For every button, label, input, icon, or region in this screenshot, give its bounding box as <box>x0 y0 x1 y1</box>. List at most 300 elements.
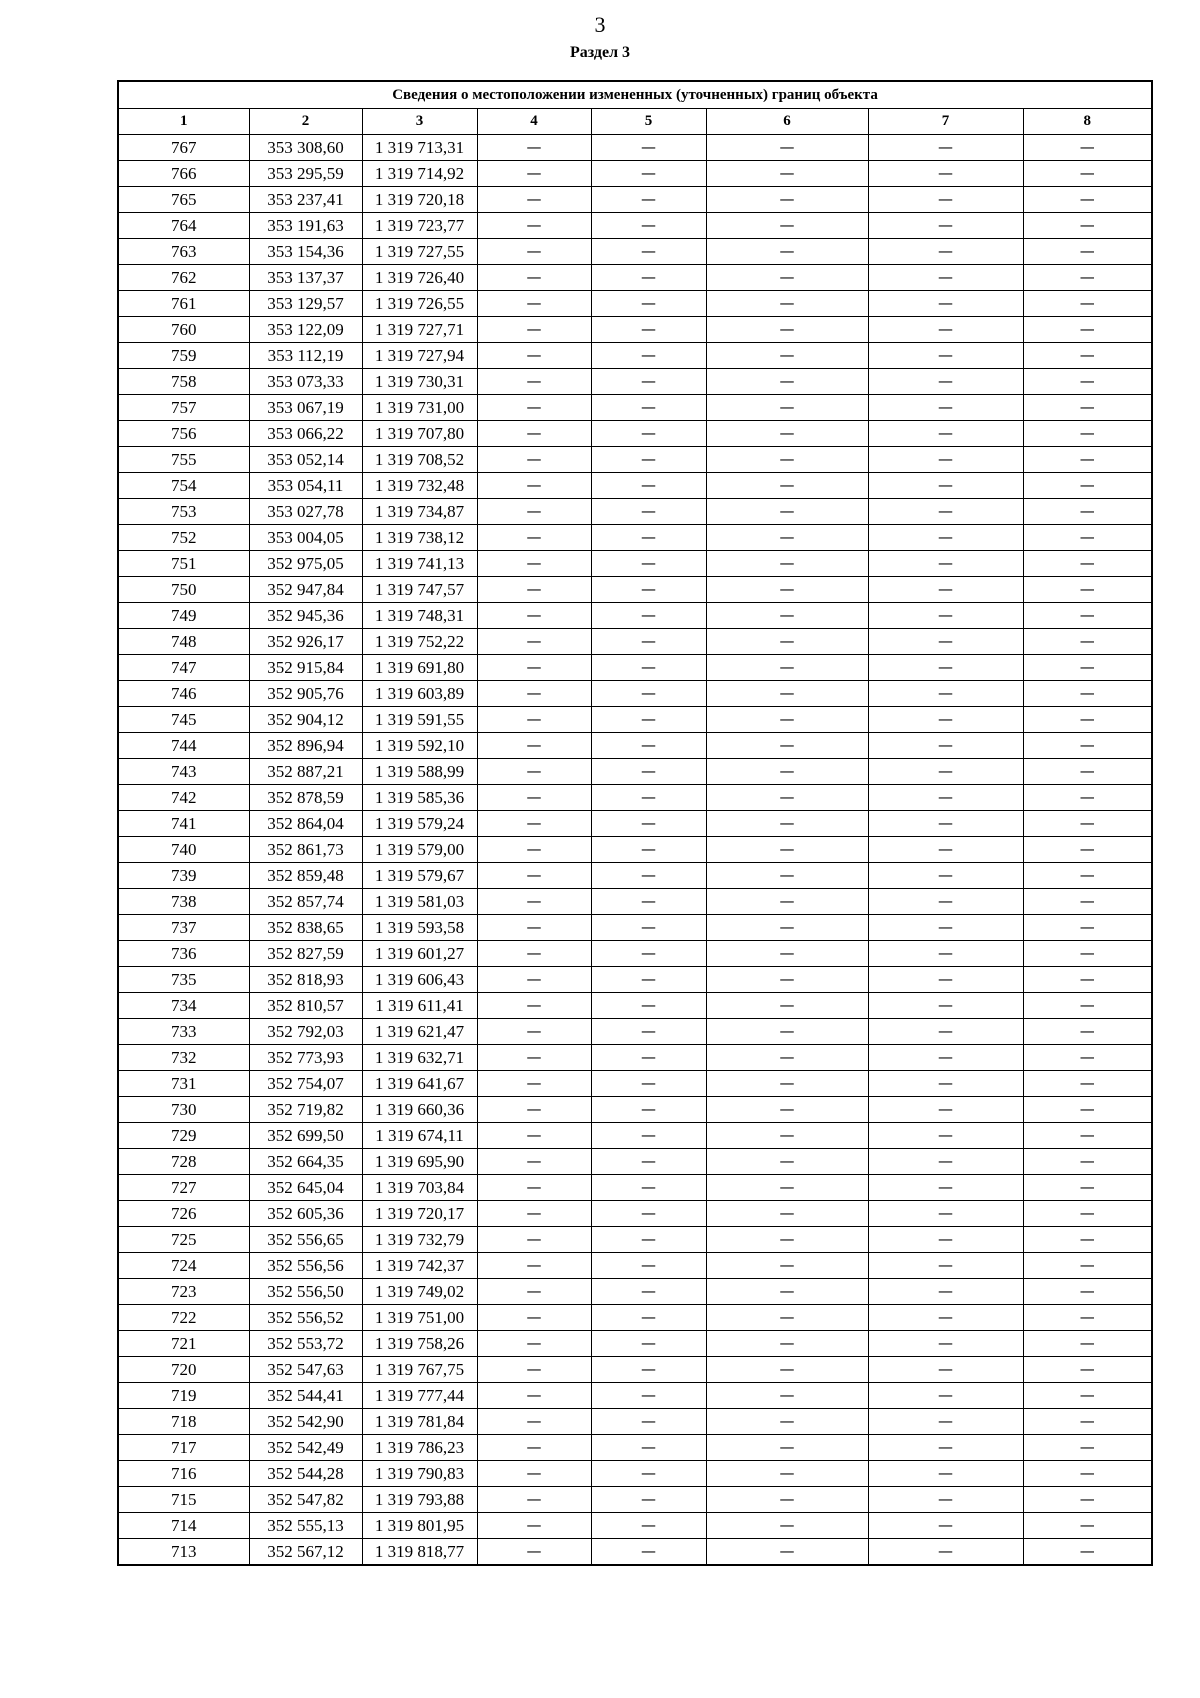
empty-value-cell: — <box>868 811 1023 837</box>
table-row <box>118 629 1152 655</box>
empty-value-cell: — <box>591 265 706 291</box>
table-header-row <box>118 109 1152 135</box>
empty-value-cell: — <box>868 1539 1023 1566</box>
empty-value-cell: — <box>591 1409 706 1435</box>
empty-value-cell: — <box>1023 1019 1152 1045</box>
empty-value-cell: — <box>706 161 868 187</box>
empty-value-cell: — <box>868 889 1023 915</box>
table-row <box>118 707 1152 733</box>
point-number-cell: 714 <box>118 1513 249 1539</box>
point-number-cell: 737 <box>118 915 249 941</box>
empty-value-cell: — <box>591 967 706 993</box>
empty-value-cell: — <box>477 1487 591 1513</box>
y-coordinate-cell: 1 319 588,99 <box>362 759 477 785</box>
empty-value-cell: — <box>706 629 868 655</box>
empty-value-cell: — <box>706 1175 868 1201</box>
empty-value-cell: — <box>868 1513 1023 1539</box>
empty-value-cell: — <box>1023 1409 1152 1435</box>
x-coordinate-cell: 352 555,13 <box>249 1513 362 1539</box>
empty-value-cell: — <box>706 681 868 707</box>
empty-value-cell: — <box>591 785 706 811</box>
table-row <box>118 655 1152 681</box>
empty-value-cell: — <box>706 1409 868 1435</box>
empty-value-cell: — <box>591 837 706 863</box>
empty-value-cell: — <box>591 1019 706 1045</box>
empty-value-cell: — <box>868 733 1023 759</box>
empty-value-cell: — <box>591 499 706 525</box>
point-number-cell: 722 <box>118 1305 249 1331</box>
empty-value-cell: — <box>868 1279 1023 1305</box>
empty-value-cell: — <box>1023 655 1152 681</box>
point-number-cell: 757 <box>118 395 249 421</box>
empty-value-cell: — <box>706 213 868 239</box>
empty-value-cell: — <box>1023 317 1152 343</box>
empty-value-cell: — <box>1023 577 1152 603</box>
empty-value-cell: — <box>706 135 868 161</box>
empty-value-cell: — <box>1023 1253 1152 1279</box>
empty-value-cell: — <box>868 577 1023 603</box>
point-number-cell: 731 <box>118 1071 249 1097</box>
empty-value-cell: — <box>1023 1539 1152 1566</box>
x-coordinate-cell: 352 975,05 <box>249 551 362 577</box>
empty-value-cell: — <box>591 239 706 265</box>
empty-value-cell: — <box>706 1539 868 1566</box>
x-coordinate-cell: 352 792,03 <box>249 1019 362 1045</box>
table-row <box>118 1201 1152 1227</box>
table-row <box>118 213 1152 239</box>
point-number-cell: 754 <box>118 473 249 499</box>
empty-value-cell: — <box>591 1227 706 1253</box>
empty-value-cell: — <box>706 239 868 265</box>
column-header: 5 <box>591 109 706 135</box>
table-row <box>118 915 1152 941</box>
empty-value-cell: — <box>591 1149 706 1175</box>
point-number-cell: 742 <box>118 785 249 811</box>
point-number-cell: 718 <box>118 1409 249 1435</box>
table-row <box>118 1149 1152 1175</box>
empty-value-cell: — <box>591 1539 706 1566</box>
empty-value-cell: — <box>477 421 591 447</box>
y-coordinate-cell: 1 319 581,03 <box>362 889 477 915</box>
y-coordinate-cell: 1 319 707,80 <box>362 421 477 447</box>
empty-value-cell: — <box>868 1071 1023 1097</box>
x-coordinate-cell: 352 838,65 <box>249 915 362 941</box>
point-number-cell: 762 <box>118 265 249 291</box>
empty-value-cell: — <box>1023 551 1152 577</box>
table-row <box>118 1435 1152 1461</box>
empty-value-cell: — <box>591 707 706 733</box>
y-coordinate-cell: 1 319 579,67 <box>362 863 477 889</box>
table-row <box>118 1331 1152 1357</box>
empty-value-cell: — <box>1023 343 1152 369</box>
empty-value-cell: — <box>591 655 706 681</box>
empty-value-cell: — <box>477 941 591 967</box>
table-row <box>118 395 1152 421</box>
empty-value-cell: — <box>1023 135 1152 161</box>
y-coordinate-cell: 1 319 748,31 <box>362 603 477 629</box>
empty-value-cell: — <box>477 1357 591 1383</box>
y-coordinate-cell: 1 319 777,44 <box>362 1383 477 1409</box>
table-row <box>118 681 1152 707</box>
empty-value-cell: — <box>477 1201 591 1227</box>
empty-value-cell: — <box>1023 291 1152 317</box>
empty-value-cell: — <box>477 967 591 993</box>
column-header: 3 <box>362 109 477 135</box>
empty-value-cell: — <box>591 551 706 577</box>
empty-value-cell: — <box>868 759 1023 785</box>
y-coordinate-cell: 1 319 790,83 <box>362 1461 477 1487</box>
empty-value-cell: — <box>591 291 706 317</box>
empty-value-cell: — <box>706 967 868 993</box>
empty-value-cell: — <box>706 1279 868 1305</box>
empty-value-cell: — <box>591 1383 706 1409</box>
empty-value-cell: — <box>868 1461 1023 1487</box>
y-coordinate-cell: 1 319 801,95 <box>362 1513 477 1539</box>
table-row <box>118 525 1152 551</box>
empty-value-cell: — <box>1023 785 1152 811</box>
empty-value-cell: — <box>1023 499 1152 525</box>
empty-value-cell: — <box>477 759 591 785</box>
empty-value-cell: — <box>591 1201 706 1227</box>
table-row <box>118 447 1152 473</box>
empty-value-cell: — <box>477 239 591 265</box>
x-coordinate-cell: 352 553,72 <box>249 1331 362 1357</box>
empty-value-cell: — <box>868 161 1023 187</box>
x-coordinate-cell: 352 542,49 <box>249 1435 362 1461</box>
empty-value-cell: — <box>477 915 591 941</box>
empty-value-cell: — <box>1023 1305 1152 1331</box>
empty-value-cell: — <box>706 1201 868 1227</box>
y-coordinate-cell: 1 319 786,23 <box>362 1435 477 1461</box>
y-coordinate-cell: 1 319 720,17 <box>362 1201 477 1227</box>
x-coordinate-cell: 353 295,59 <box>249 161 362 187</box>
empty-value-cell: — <box>591 161 706 187</box>
table-row <box>118 343 1152 369</box>
table-row <box>118 759 1152 785</box>
empty-value-cell: — <box>591 447 706 473</box>
empty-value-cell: — <box>1023 239 1152 265</box>
point-number-cell: 764 <box>118 213 249 239</box>
x-coordinate-cell: 352 896,94 <box>249 733 362 759</box>
y-coordinate-cell: 1 319 601,27 <box>362 941 477 967</box>
empty-value-cell: — <box>706 837 868 863</box>
empty-value-cell: — <box>591 369 706 395</box>
empty-value-cell: — <box>706 1045 868 1071</box>
point-number-cell: 763 <box>118 239 249 265</box>
empty-value-cell: — <box>868 1097 1023 1123</box>
empty-value-cell: — <box>591 759 706 785</box>
empty-value-cell: — <box>868 707 1023 733</box>
point-number-cell: 751 <box>118 551 249 577</box>
empty-value-cell: — <box>1023 1149 1152 1175</box>
y-coordinate-cell: 1 319 592,10 <box>362 733 477 759</box>
empty-value-cell: — <box>477 317 591 343</box>
empty-value-cell: — <box>868 525 1023 551</box>
empty-value-cell: — <box>477 629 591 655</box>
point-number-cell: 734 <box>118 993 249 1019</box>
table-row <box>118 785 1152 811</box>
table-row <box>118 1513 1152 1539</box>
empty-value-cell: — <box>868 681 1023 707</box>
table-row <box>118 967 1152 993</box>
empty-value-cell: — <box>706 1305 868 1331</box>
empty-value-cell: — <box>868 1409 1023 1435</box>
empty-value-cell: — <box>868 1357 1023 1383</box>
point-number-cell: 750 <box>118 577 249 603</box>
empty-value-cell: — <box>477 265 591 291</box>
table-caption-row <box>118 81 1152 109</box>
point-number-cell: 716 <box>118 1461 249 1487</box>
point-number-cell: 721 <box>118 1331 249 1357</box>
empty-value-cell: — <box>1023 473 1152 499</box>
y-coordinate-cell: 1 319 579,24 <box>362 811 477 837</box>
y-coordinate-cell: 1 319 734,87 <box>362 499 477 525</box>
table-row <box>118 1019 1152 1045</box>
x-coordinate-cell: 352 864,04 <box>249 811 362 837</box>
empty-value-cell: — <box>591 1487 706 1513</box>
x-coordinate-cell: 352 810,57 <box>249 993 362 1019</box>
x-coordinate-cell: 352 904,12 <box>249 707 362 733</box>
empty-value-cell: — <box>868 603 1023 629</box>
x-coordinate-cell: 353 004,05 <box>249 525 362 551</box>
empty-value-cell: — <box>477 525 591 551</box>
y-coordinate-cell: 1 319 585,36 <box>362 785 477 811</box>
y-coordinate-cell: 1 319 603,89 <box>362 681 477 707</box>
table-row <box>118 1539 1152 1566</box>
empty-value-cell: — <box>1023 915 1152 941</box>
empty-value-cell: — <box>1023 967 1152 993</box>
table-row <box>118 499 1152 525</box>
x-coordinate-cell: 352 567,12 <box>249 1539 362 1566</box>
empty-value-cell: — <box>591 1279 706 1305</box>
empty-value-cell: — <box>477 1461 591 1487</box>
y-coordinate-cell: 1 319 621,47 <box>362 1019 477 1045</box>
empty-value-cell: — <box>706 1071 868 1097</box>
empty-value-cell: — <box>1023 1175 1152 1201</box>
empty-value-cell: — <box>477 291 591 317</box>
column-header: 4 <box>477 109 591 135</box>
point-number-cell: 760 <box>118 317 249 343</box>
x-coordinate-cell: 353 073,33 <box>249 369 362 395</box>
empty-value-cell: — <box>1023 1201 1152 1227</box>
point-number-cell: 765 <box>118 187 249 213</box>
empty-value-cell: — <box>477 785 591 811</box>
x-coordinate-cell: 353 027,78 <box>249 499 362 525</box>
table-row <box>118 1227 1152 1253</box>
empty-value-cell: — <box>1023 889 1152 915</box>
empty-value-cell: — <box>477 499 591 525</box>
point-number-cell: 738 <box>118 889 249 915</box>
empty-value-cell: — <box>868 239 1023 265</box>
empty-value-cell: — <box>868 863 1023 889</box>
empty-value-cell: — <box>868 837 1023 863</box>
empty-value-cell: — <box>591 187 706 213</box>
empty-value-cell: — <box>1023 1071 1152 1097</box>
empty-value-cell: — <box>1023 1045 1152 1071</box>
table-row <box>118 1461 1152 1487</box>
empty-value-cell: — <box>868 395 1023 421</box>
empty-value-cell: — <box>706 1461 868 1487</box>
y-coordinate-cell: 1 319 732,48 <box>362 473 477 499</box>
empty-value-cell: — <box>868 213 1023 239</box>
empty-value-cell: — <box>1023 1435 1152 1461</box>
x-coordinate-cell: 352 556,65 <box>249 1227 362 1253</box>
empty-value-cell: — <box>591 1357 706 1383</box>
y-coordinate-cell: 1 319 730,31 <box>362 369 477 395</box>
point-number-cell: 766 <box>118 161 249 187</box>
table-row <box>118 1071 1152 1097</box>
x-coordinate-cell: 353 122,09 <box>249 317 362 343</box>
empty-value-cell: — <box>706 603 868 629</box>
empty-value-cell: — <box>477 1175 591 1201</box>
empty-value-cell: — <box>477 577 591 603</box>
empty-value-cell: — <box>477 837 591 863</box>
x-coordinate-cell: 352 818,93 <box>249 967 362 993</box>
empty-value-cell: — <box>868 1253 1023 1279</box>
y-coordinate-cell: 1 319 579,00 <box>362 837 477 863</box>
table-row <box>118 1123 1152 1149</box>
x-coordinate-cell: 352 542,90 <box>249 1409 362 1435</box>
empty-value-cell: — <box>868 1045 1023 1071</box>
x-coordinate-cell: 352 857,74 <box>249 889 362 915</box>
empty-value-cell: — <box>868 1435 1023 1461</box>
empty-value-cell: — <box>868 551 1023 577</box>
empty-value-cell: — <box>706 889 868 915</box>
empty-value-cell: — <box>477 1513 591 1539</box>
point-number-cell: 719 <box>118 1383 249 1409</box>
empty-value-cell: — <box>706 343 868 369</box>
y-coordinate-cell: 1 319 713,31 <box>362 135 477 161</box>
empty-value-cell: — <box>477 1331 591 1357</box>
empty-value-cell: — <box>477 1149 591 1175</box>
table-row <box>118 239 1152 265</box>
empty-value-cell: — <box>706 1149 868 1175</box>
empty-value-cell: — <box>868 915 1023 941</box>
x-coordinate-cell: 352 947,84 <box>249 577 362 603</box>
table-row <box>118 863 1152 889</box>
empty-value-cell: — <box>706 1435 868 1461</box>
empty-value-cell: — <box>1023 759 1152 785</box>
empty-value-cell: — <box>868 369 1023 395</box>
x-coordinate-cell: 353 052,14 <box>249 447 362 473</box>
empty-value-cell: — <box>591 811 706 837</box>
table-row <box>118 993 1152 1019</box>
empty-value-cell: — <box>1023 213 1152 239</box>
y-coordinate-cell: 1 319 720,18 <box>362 187 477 213</box>
point-number-cell: 732 <box>118 1045 249 1071</box>
x-coordinate-cell: 352 556,56 <box>249 1253 362 1279</box>
y-coordinate-cell: 1 319 731,00 <box>362 395 477 421</box>
table-row <box>118 1383 1152 1409</box>
empty-value-cell: — <box>477 707 591 733</box>
y-coordinate-cell: 1 319 591,55 <box>362 707 477 733</box>
table-row <box>118 733 1152 759</box>
empty-value-cell: — <box>1023 525 1152 551</box>
empty-value-cell: — <box>706 265 868 291</box>
x-coordinate-cell: 352 827,59 <box>249 941 362 967</box>
point-number-cell: 752 <box>118 525 249 551</box>
empty-value-cell: — <box>868 317 1023 343</box>
empty-value-cell: — <box>591 317 706 343</box>
x-coordinate-cell: 352 905,76 <box>249 681 362 707</box>
empty-value-cell: — <box>868 967 1023 993</box>
table-row <box>118 1279 1152 1305</box>
point-number-cell: 758 <box>118 369 249 395</box>
y-coordinate-cell: 1 319 793,88 <box>362 1487 477 1513</box>
x-coordinate-cell: 353 137,37 <box>249 265 362 291</box>
empty-value-cell: — <box>1023 421 1152 447</box>
empty-value-cell: — <box>706 577 868 603</box>
y-coordinate-cell: 1 319 741,13 <box>362 551 477 577</box>
point-number-cell: 767 <box>118 135 249 161</box>
empty-value-cell: — <box>868 993 1023 1019</box>
x-coordinate-cell: 353 308,60 <box>249 135 362 161</box>
x-coordinate-cell: 352 699,50 <box>249 1123 362 1149</box>
table-row <box>118 161 1152 187</box>
point-number-cell: 713 <box>118 1539 249 1566</box>
empty-value-cell: — <box>591 733 706 759</box>
x-coordinate-cell: 352 556,52 <box>249 1305 362 1331</box>
y-coordinate-cell: 1 319 727,94 <box>362 343 477 369</box>
empty-value-cell: — <box>477 1305 591 1331</box>
empty-value-cell: — <box>868 447 1023 473</box>
empty-value-cell: — <box>706 1383 868 1409</box>
x-coordinate-cell: 352 859,48 <box>249 863 362 889</box>
empty-value-cell: — <box>706 941 868 967</box>
empty-value-cell: — <box>1023 811 1152 837</box>
column-header: 2 <box>249 109 362 135</box>
empty-value-cell: — <box>477 1383 591 1409</box>
table-row <box>118 1487 1152 1513</box>
column-header: 1 <box>118 109 249 135</box>
section-title: Раздел 3 <box>569 44 631 61</box>
empty-value-cell: — <box>477 1435 591 1461</box>
empty-value-cell: — <box>868 421 1023 447</box>
point-number-cell: 726 <box>118 1201 249 1227</box>
point-number-cell: 749 <box>118 603 249 629</box>
empty-value-cell: — <box>477 1279 591 1305</box>
x-coordinate-cell: 353 191,63 <box>249 213 362 239</box>
empty-value-cell: — <box>1023 1097 1152 1123</box>
point-number-cell: 743 <box>118 759 249 785</box>
empty-value-cell: — <box>706 759 868 785</box>
x-coordinate-cell: 352 887,21 <box>249 759 362 785</box>
table-row <box>118 811 1152 837</box>
empty-value-cell: — <box>868 1123 1023 1149</box>
x-coordinate-cell: 352 544,28 <box>249 1461 362 1487</box>
y-coordinate-cell: 1 319 641,67 <box>362 1071 477 1097</box>
point-number-cell: 727 <box>118 1175 249 1201</box>
empty-value-cell: — <box>477 681 591 707</box>
empty-value-cell: — <box>477 551 591 577</box>
empty-value-cell: — <box>591 915 706 941</box>
y-coordinate-cell: 1 319 593,58 <box>362 915 477 941</box>
empty-value-cell: — <box>477 135 591 161</box>
empty-value-cell: — <box>868 343 1023 369</box>
empty-value-cell: — <box>591 1097 706 1123</box>
table-row <box>118 1305 1152 1331</box>
empty-value-cell: — <box>591 1331 706 1357</box>
empty-value-cell: — <box>706 655 868 681</box>
x-coordinate-cell: 352 664,35 <box>249 1149 362 1175</box>
table-row <box>118 187 1152 213</box>
x-coordinate-cell: 352 544,41 <box>249 1383 362 1409</box>
empty-value-cell: — <box>477 161 591 187</box>
y-coordinate-cell: 1 319 726,55 <box>362 291 477 317</box>
empty-value-cell: — <box>477 655 591 681</box>
empty-value-cell: — <box>591 629 706 655</box>
empty-value-cell: — <box>868 499 1023 525</box>
